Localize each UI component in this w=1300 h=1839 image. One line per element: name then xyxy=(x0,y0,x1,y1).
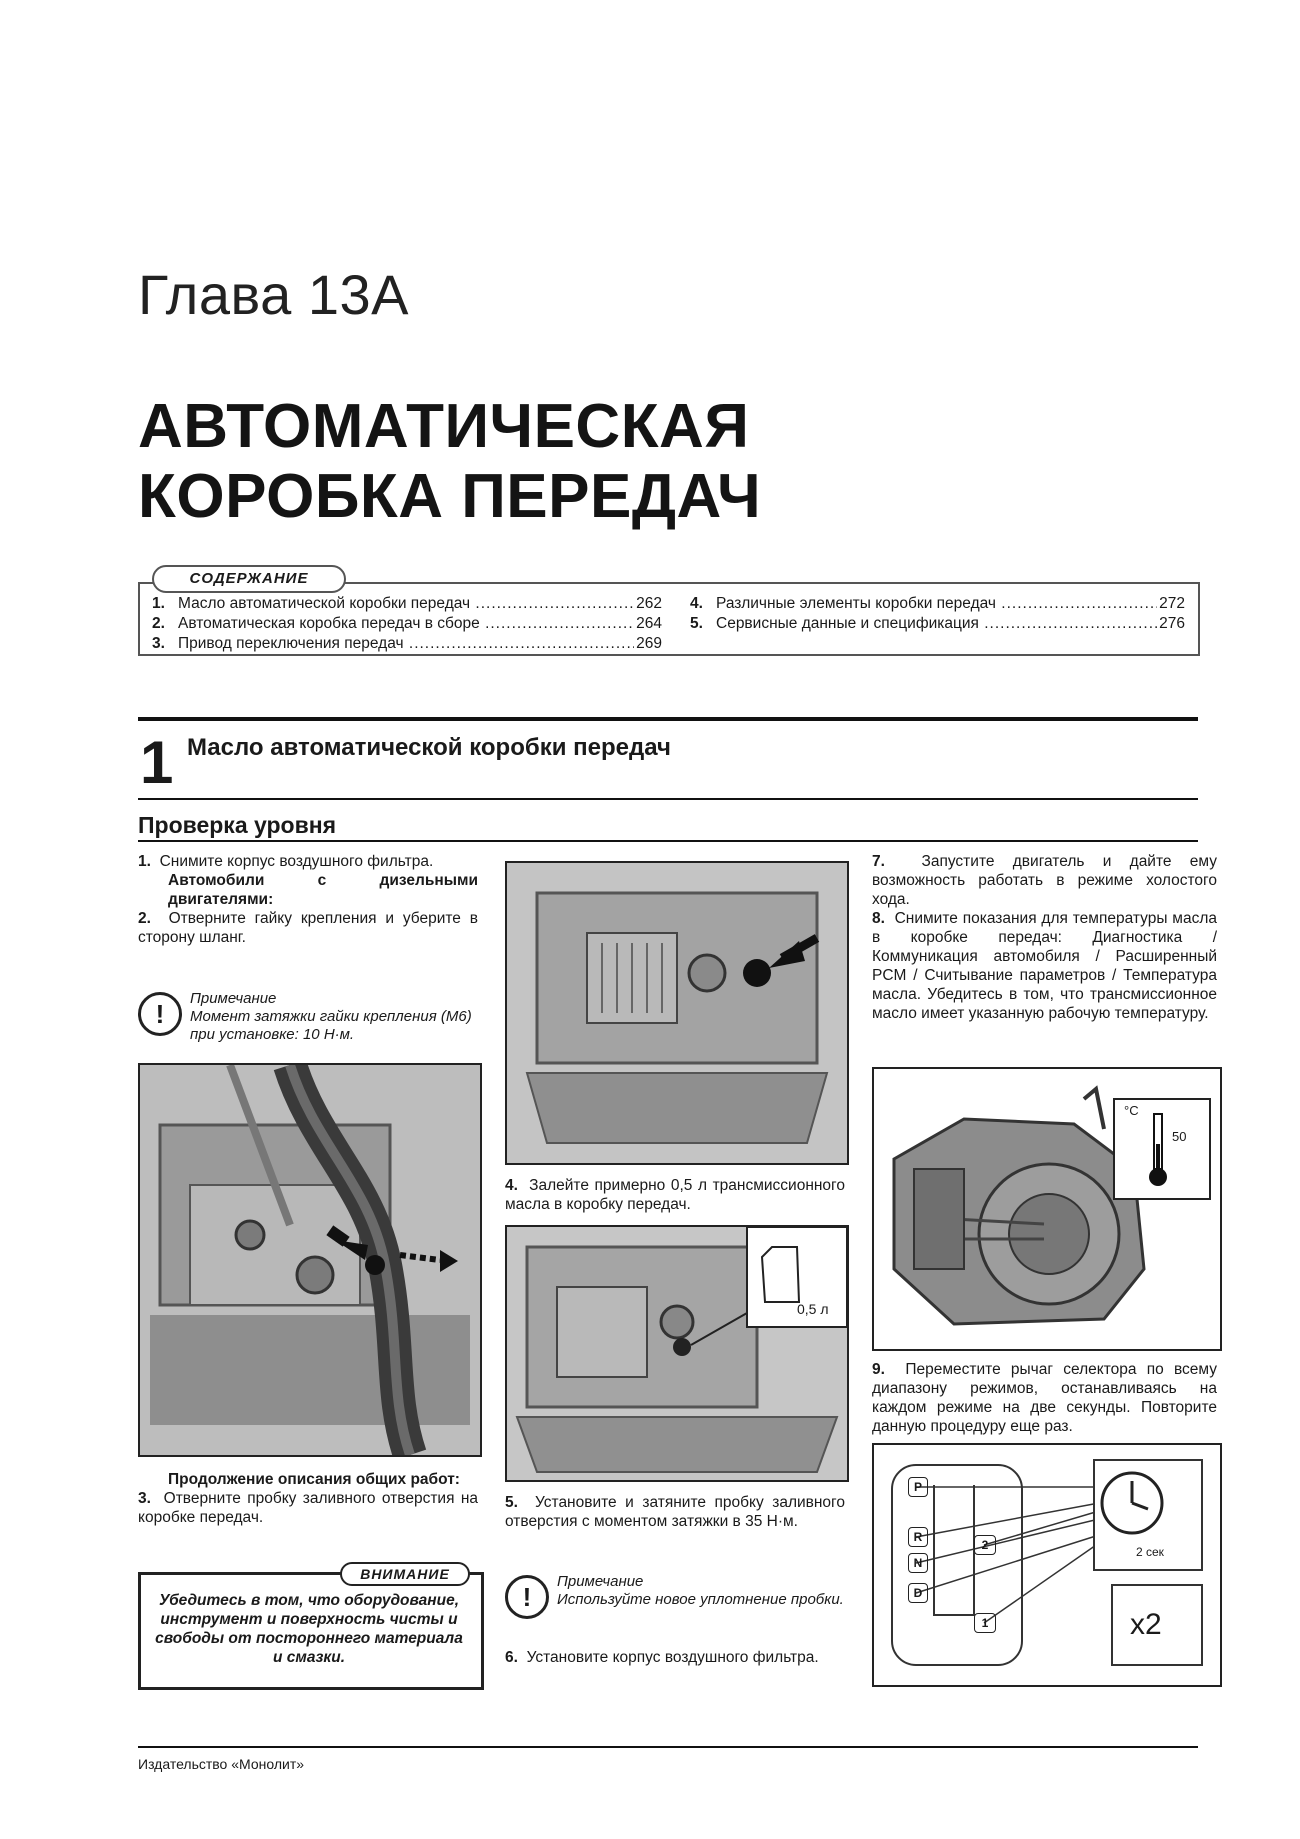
subsection-rule xyxy=(138,840,1198,842)
note-2-text: Используйте новое уплотнение пробки. xyxy=(557,1591,844,1608)
col2-step6 xyxy=(505,1648,845,1667)
col3-top xyxy=(872,852,1217,1023)
clock-label: 2 сек xyxy=(1136,1545,1164,1559)
figure-oil-fill xyxy=(505,1225,849,1482)
chapter-title-line-1: АВТОМАТИЧЕСКАЯ xyxy=(138,392,750,461)
step-8: 8. Снимите показания для температуры масла в коробке передач: Диагностика / Коммуникация автомобиля / Расширенный PCM / Считывание параметров / Температура масла. Убедитесь в том, что трансмиссионное масло имеет указанную рабочую температуру. xyxy=(872,910,1217,1022)
selector-mark-2: 2 xyxy=(974,1535,996,1555)
section-rule xyxy=(138,717,1198,721)
step-2: 2. Отверните гайку крепления и уберите в сторону шланг. xyxy=(138,910,478,946)
warning-label: ВНИМАНИЕ xyxy=(340,1562,470,1586)
chapter-label: Глава 13А xyxy=(138,263,409,326)
fig-oil-label: 0,5 л xyxy=(797,1301,829,1317)
step-5: 5. Установите и затяните пробку заливного отверстия с моментом затяжки в 35 Н·м. xyxy=(505,1494,845,1530)
chapter-title xyxy=(138,392,761,532)
col3-step9 xyxy=(872,1360,1217,1436)
col2-step4 xyxy=(505,1176,845,1214)
note-1-text: Момент затяжки гайки крепления (М6) при установке: 10 Н·м. xyxy=(190,1008,472,1043)
note-1-label: Примечание xyxy=(190,990,277,1007)
col2-step5 xyxy=(505,1493,845,1531)
subsection-title: Проверка уровня xyxy=(138,812,337,838)
exclamation-icon: ! xyxy=(138,992,182,1036)
selector-key-n: N xyxy=(908,1553,928,1573)
exclamation-icon: ! xyxy=(505,1575,549,1619)
step-9: 9. Переместите рычаг селектора по всему диапазону режимов, останавливаясь на каждом режиме на две секунды. Повторите данную процедуру еще раз. xyxy=(872,1361,1217,1435)
section-number: 1 xyxy=(140,729,174,796)
step-7: 7. Запустите двигатель и дайте ему возможность работать в режиме холостого хода. xyxy=(872,853,1217,908)
diesel-heading: Автомобили с дизельными двигателями: xyxy=(168,872,478,908)
col1-bottom xyxy=(138,1470,478,1527)
selector-key-r: R xyxy=(908,1527,928,1547)
toc-item[interactable]: 2. Автоматическая коробка передач в сборе ..... 264 xyxy=(152,614,662,634)
toc-right xyxy=(690,594,1185,634)
toc-item[interactable]: 4. Различные элементы коробки передач ..... 272 xyxy=(690,594,1185,614)
toc-item[interactable]: 1. Масло автоматической коробки передач ..... 262 xyxy=(152,594,662,614)
note-2-label: Примечание xyxy=(557,1573,644,1590)
thermo-unit: °C xyxy=(1124,1103,1139,1118)
figure-filler-plug xyxy=(505,861,849,1165)
repeat-label: x2 xyxy=(1130,1608,1162,1641)
footer-rule xyxy=(138,1746,1198,1748)
step-4: 4. Залейте примерно 0,5 л трансмиссионного масла в коробку передач. xyxy=(505,1177,845,1213)
selector-key-d: D xyxy=(908,1583,928,1603)
step-3: 3. Отверните пробку заливного отверстия на коробке передач. xyxy=(138,1490,478,1526)
section-title: Масло автоматической коробки передач xyxy=(187,734,671,761)
toc-left xyxy=(152,594,662,654)
step-1: 1. Снимите корпус воздушного фильтра. xyxy=(138,853,434,870)
selector-mark-1: 1 xyxy=(974,1613,996,1633)
selector-key-p: P xyxy=(908,1477,928,1497)
figure-transmission-temp xyxy=(872,1067,1222,1351)
continuation-heading: Продолжение описания общих работ: xyxy=(168,1471,460,1488)
figure-selector-sequence xyxy=(872,1443,1222,1687)
warning-text: Убедитесь в том, что оборудование, инструмент и поверхность чисты и свободы от постороннего материала и смазки. xyxy=(155,1592,463,1666)
toc-heading: СОДЕРЖАНИЕ xyxy=(152,565,346,593)
note-1 xyxy=(138,990,478,1044)
section-rule-bottom xyxy=(138,798,1198,800)
toc-item[interactable]: 3. Привод переключения передач ..... 269 xyxy=(152,634,662,654)
chapter-title-line-2: КОРОБКА ПЕРЕДАЧ xyxy=(138,462,762,531)
publisher-footer: Издательство «Монолит» xyxy=(138,1756,305,1772)
toc-item[interactable]: 5. Сервисные данные и спецификация ..... 276 xyxy=(690,614,1185,634)
step-6: 6. Установите корпус воздушного фильтра. xyxy=(505,1649,819,1666)
thermo-value: 50 xyxy=(1172,1129,1187,1144)
col1-top xyxy=(138,852,478,947)
note-2 xyxy=(505,1573,845,1619)
figure-engine-hose xyxy=(138,1063,482,1457)
